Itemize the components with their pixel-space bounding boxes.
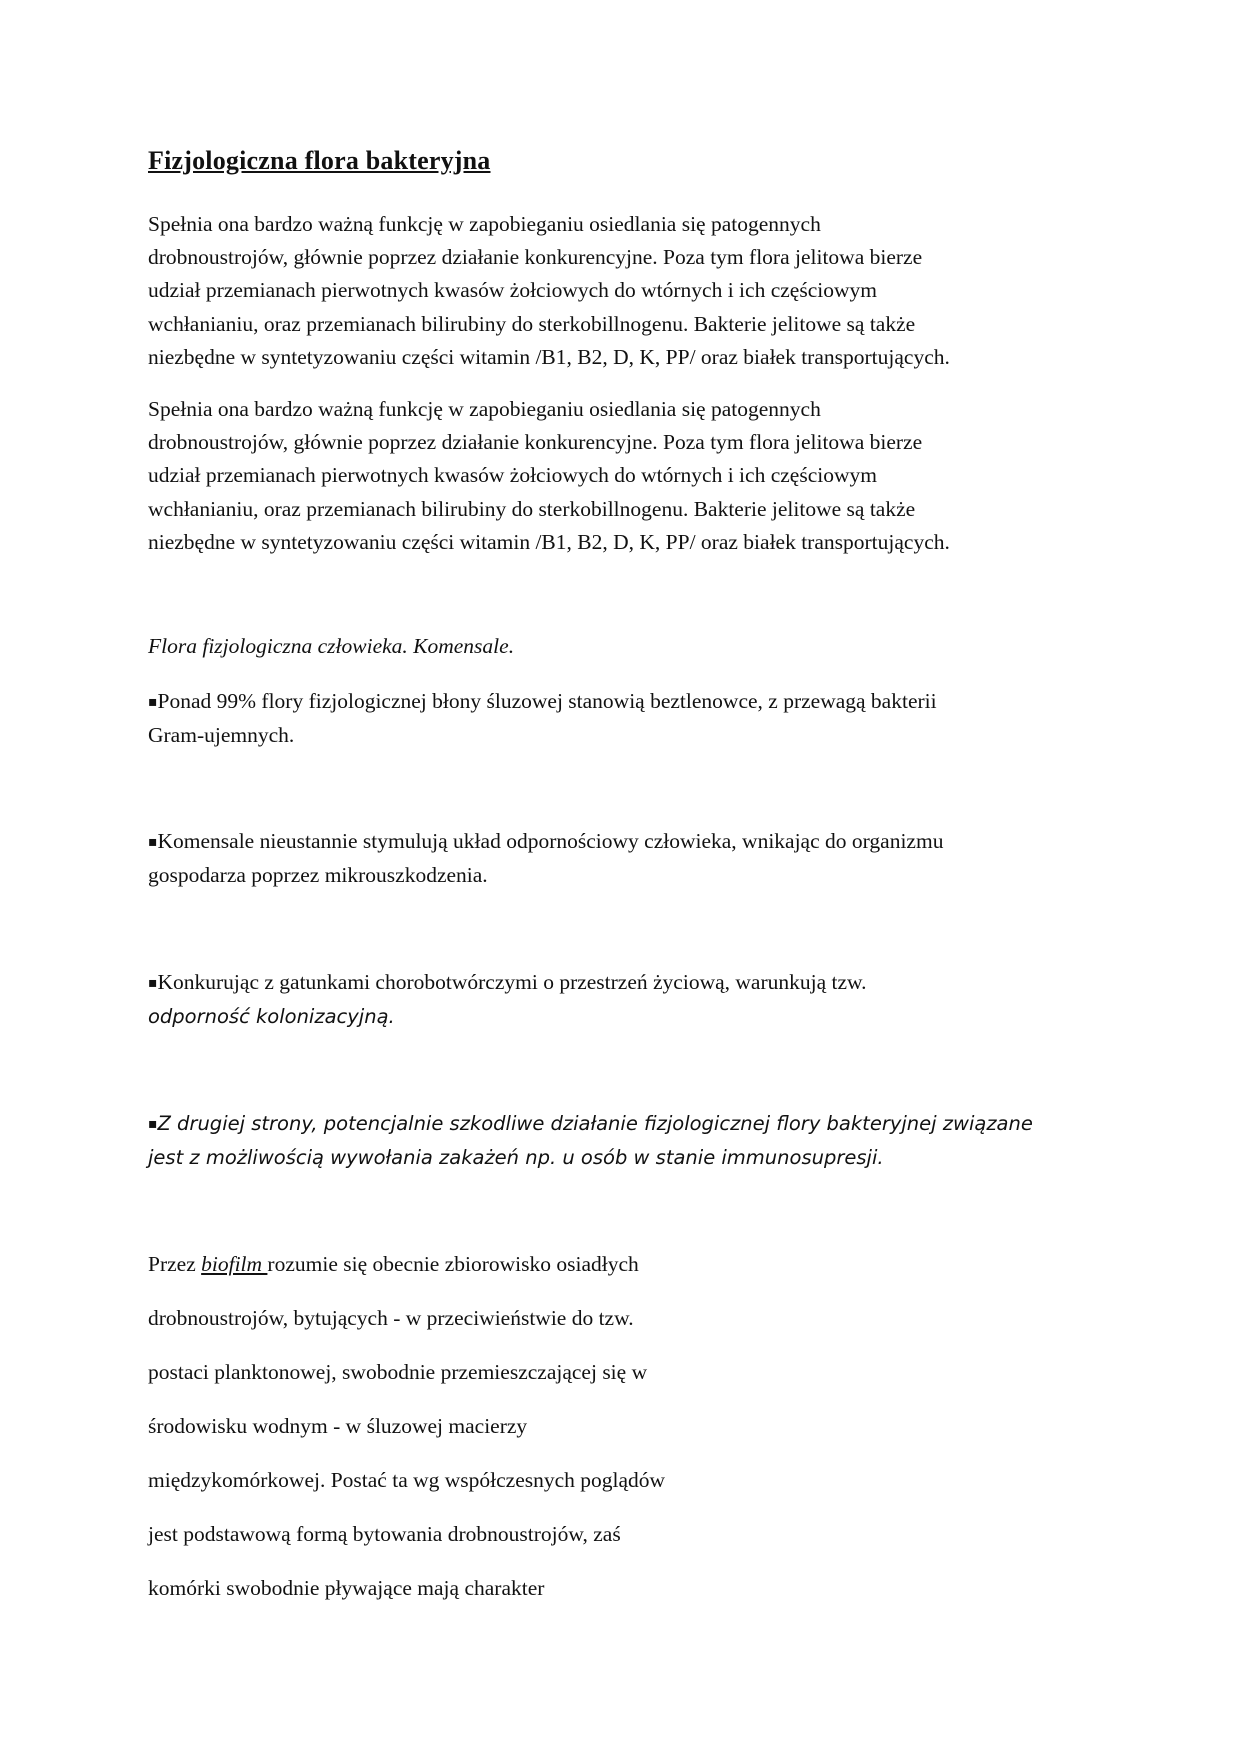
- biofilm-line: [148, 1248, 639, 1281]
- paragraph-1-line: drobnoustrojów, głównie poprzez działanie konkurencyjne. Poza tym flora jelitowa bierze: [148, 245, 923, 270]
- bullet-1-line: Ponad 99% flory fizjologicznej błony śluzowej stanowią beztlenowce, z przewagą bakterii: [157, 689, 937, 713]
- biofilm-suffix: rozumie się obecnie zbiorowisko osiadłych: [267, 1252, 639, 1276]
- paragraph-1-line: Spełnia ona bardzo ważną funkcję w zapobieganiu osiedlania się patogennych: [148, 212, 821, 236]
- biofilm-line: drobnoustrojów, bytujących - w przeciwieństwie do tzw.: [148, 1306, 634, 1330]
- subheading: Flora fizjologiczna człowieka. Komensale.: [148, 634, 515, 658]
- bullet-3-line: Konkurując z gatunkami chorobotwórczymi o przestrzeń życiową, warunkują tzw.: [157, 970, 867, 994]
- paragraph-1: [148, 208, 950, 374]
- biofilm-line: komórki swobodnie pływające mają charakter: [148, 1576, 545, 1600]
- bullet-item-4: [148, 1107, 1033, 1174]
- paragraph-2-line: udział przemianach pierwotnych kwasów żołciowych do wtórnych i ich częściowym: [148, 463, 877, 488]
- paragraph-2: [148, 393, 950, 559]
- document-page: [148, 0, 1108, 1754]
- biofilm-line: międzykomórkowej. Postać ta wg współczesnych poglądów: [148, 1468, 666, 1492]
- bullet-3-italic-term: odporność kolonizacyjną.: [148, 1005, 395, 1029]
- biofilm-line: postaci planktonowej, swobodnie przemieszczającej się w: [148, 1360, 648, 1384]
- paragraph-1-line: wchłanianiu, oraz przemianach bilirubiny do sterkobillnogenu. Bakterie jelitowe są także: [148, 311, 916, 336]
- document-title: Fizjologiczna flora bakteryjna: [148, 146, 491, 175]
- paragraph-1-line: niezbędne w syntetyzowaniu części witamin /B1, B2, D, K, PP/ oraz białek transportujących.: [148, 344, 950, 369]
- bullet-1-line: Gram-ujemnych.: [148, 723, 295, 748]
- bullet-2-line: Komensale nieustannie stymulują układ odpornościowy człowieka, wnikając do organizmu: [157, 829, 944, 853]
- bullet-item-3: [148, 966, 867, 1033]
- paragraph-2-line: Spełnia ona bardzo ważną funkcję w zapobieganiu osiedlania się patogennych: [148, 397, 821, 421]
- paragraph-2-line: wchłanianiu, oraz przemianach bilirubiny do sterkobillnogenu. Bakterie jelitowe są także: [148, 496, 916, 521]
- paragraph-2-line: drobnoustrojów, głównie poprzez działanie konkurencyjne. Poza tym flora jelitowa bierze: [148, 430, 923, 455]
- biofilm-prefix: Przez: [148, 1252, 202, 1276]
- bullet-marker: ▪: [148, 834, 158, 850]
- biofilm-line: środowisku wodnym - w śluzowej macierzy: [148, 1414, 528, 1438]
- bullet-marker: ▪: [148, 975, 158, 991]
- paragraph-1-line: udział przemianach pierwotnych kwasów żołciowych do wtórnych i ich częściowym: [148, 278, 877, 303]
- bullet-2-line: gospodarza poprzez mikrouszkodzenia.: [148, 863, 488, 888]
- biofilm-line: jest podstawową formą bytowania drobnoustrojów, zaś: [148, 1522, 621, 1546]
- bullet-4-line: Z drugiej strony, potencjalnie szkodliwe działanie fizjologicznej flory bakteryjnej związane: [157, 1112, 1033, 1135]
- bullet-item-2: [148, 825, 943, 892]
- biofilm-term: biofilm: [201, 1252, 268, 1276]
- paragraph-2-line: niezbędne w syntetyzowaniu części witamin /B1, B2, D, K, PP/ oraz białek transportujących.: [148, 529, 950, 554]
- bullet-4-line: jest z możliwością wywołania zakażeń np. u osób w stanie immunosupresji.: [148, 1146, 884, 1170]
- bullet-item-1: [148, 685, 937, 752]
- bullet-marker: ▪: [148, 694, 158, 710]
- bullet-marker: ▪: [148, 1116, 158, 1132]
